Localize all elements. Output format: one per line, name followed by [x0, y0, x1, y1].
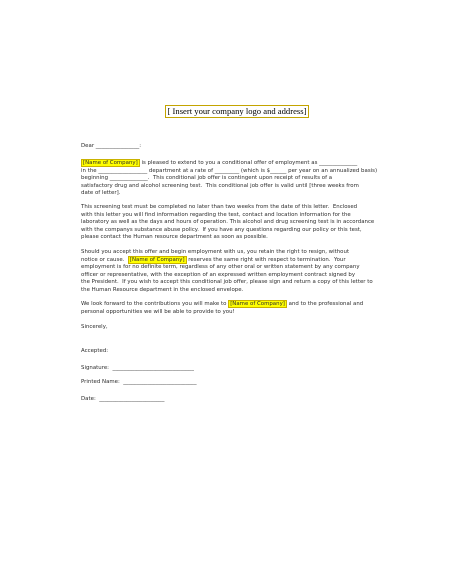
para1-line5: date of letter].	[81, 190, 121, 196]
closing: Sincerely,	[81, 324, 108, 330]
para1-line3: beginning ______________. This conditional job offer is contingent upon receipt of results of a	[81, 175, 333, 181]
date-line: Date: ________________________	[81, 396, 165, 402]
company-name-placeholder: [Name of Company]	[83, 160, 138, 166]
para3-line5: the President. If you wish to accept this conditional job offer, please sign and return a copy of this letter to	[81, 279, 373, 285]
salutation: Dear ________________:	[81, 143, 142, 149]
para4-line2: personal opportunities we will be able to provide to you!	[81, 308, 235, 315]
para2-line3: laboratory as well as the days and hours of operation. This alcohol and drug screening test is in accordance	[81, 219, 375, 225]
para3-line4: officer or representative, with the exception of an expressed written employment contract signed by	[81, 271, 356, 278]
para3-line2: notice or cause. [Name of Company] reserves the same right with respect to termination. Your	[81, 256, 346, 263]
para1-line4: satisfactory drug and alcohol screening test. This conditional job offer is valid until [three weeks from	[81, 182, 359, 189]
para2-line1: This screening test must be completed no later than two weeks from the date of this letter. Enclosed	[81, 204, 358, 210]
para4-line1: We look forward to the contributions you will make to [Name of Company] and to the professional and	[81, 301, 364, 307]
para2-line5: please contact the Human resource department as soon as possible.	[81, 234, 268, 240]
para3-line6: the Human Resource department in the enclosed envelope.	[81, 286, 244, 293]
para3-line3: employment is for no definite term, regardless of any other oral or written statement by any company	[81, 264, 360, 270]
company-logo-placeholder	[0, 105, 474, 118]
logo-placeholder-box: [ Insert your company logo and address]	[165, 105, 310, 118]
para1-line1: [Name of Company] is pleased to extend to you a conditional offer of employment as ______________	[83, 160, 358, 166]
accepted-label: Accepted:	[81, 348, 109, 354]
para2-line2: with this letter you will find information regarding the test, contact and location information for the	[81, 211, 351, 218]
company-name-placeholder: [Name of Company]	[129, 256, 185, 263]
page-bottom	[0, 568, 474, 576]
para1-line2: in the __________________ department at a rate of _________ (which is $______ per year on an annualized basis)	[81, 167, 378, 174]
signature-line: Signature: ______________________________	[81, 365, 194, 371]
printed-name-line: Printed Name: ___________________________	[81, 379, 197, 385]
para2-line4: with the companys substance abuse policy. If you have any questions regarding our policy or this test,	[81, 226, 362, 233]
para3-line1: Should you accept this offer and begin employment with us, you retain the right to resign, without	[81, 249, 350, 255]
company-name-placeholder: [Name of Company]	[230, 301, 285, 307]
